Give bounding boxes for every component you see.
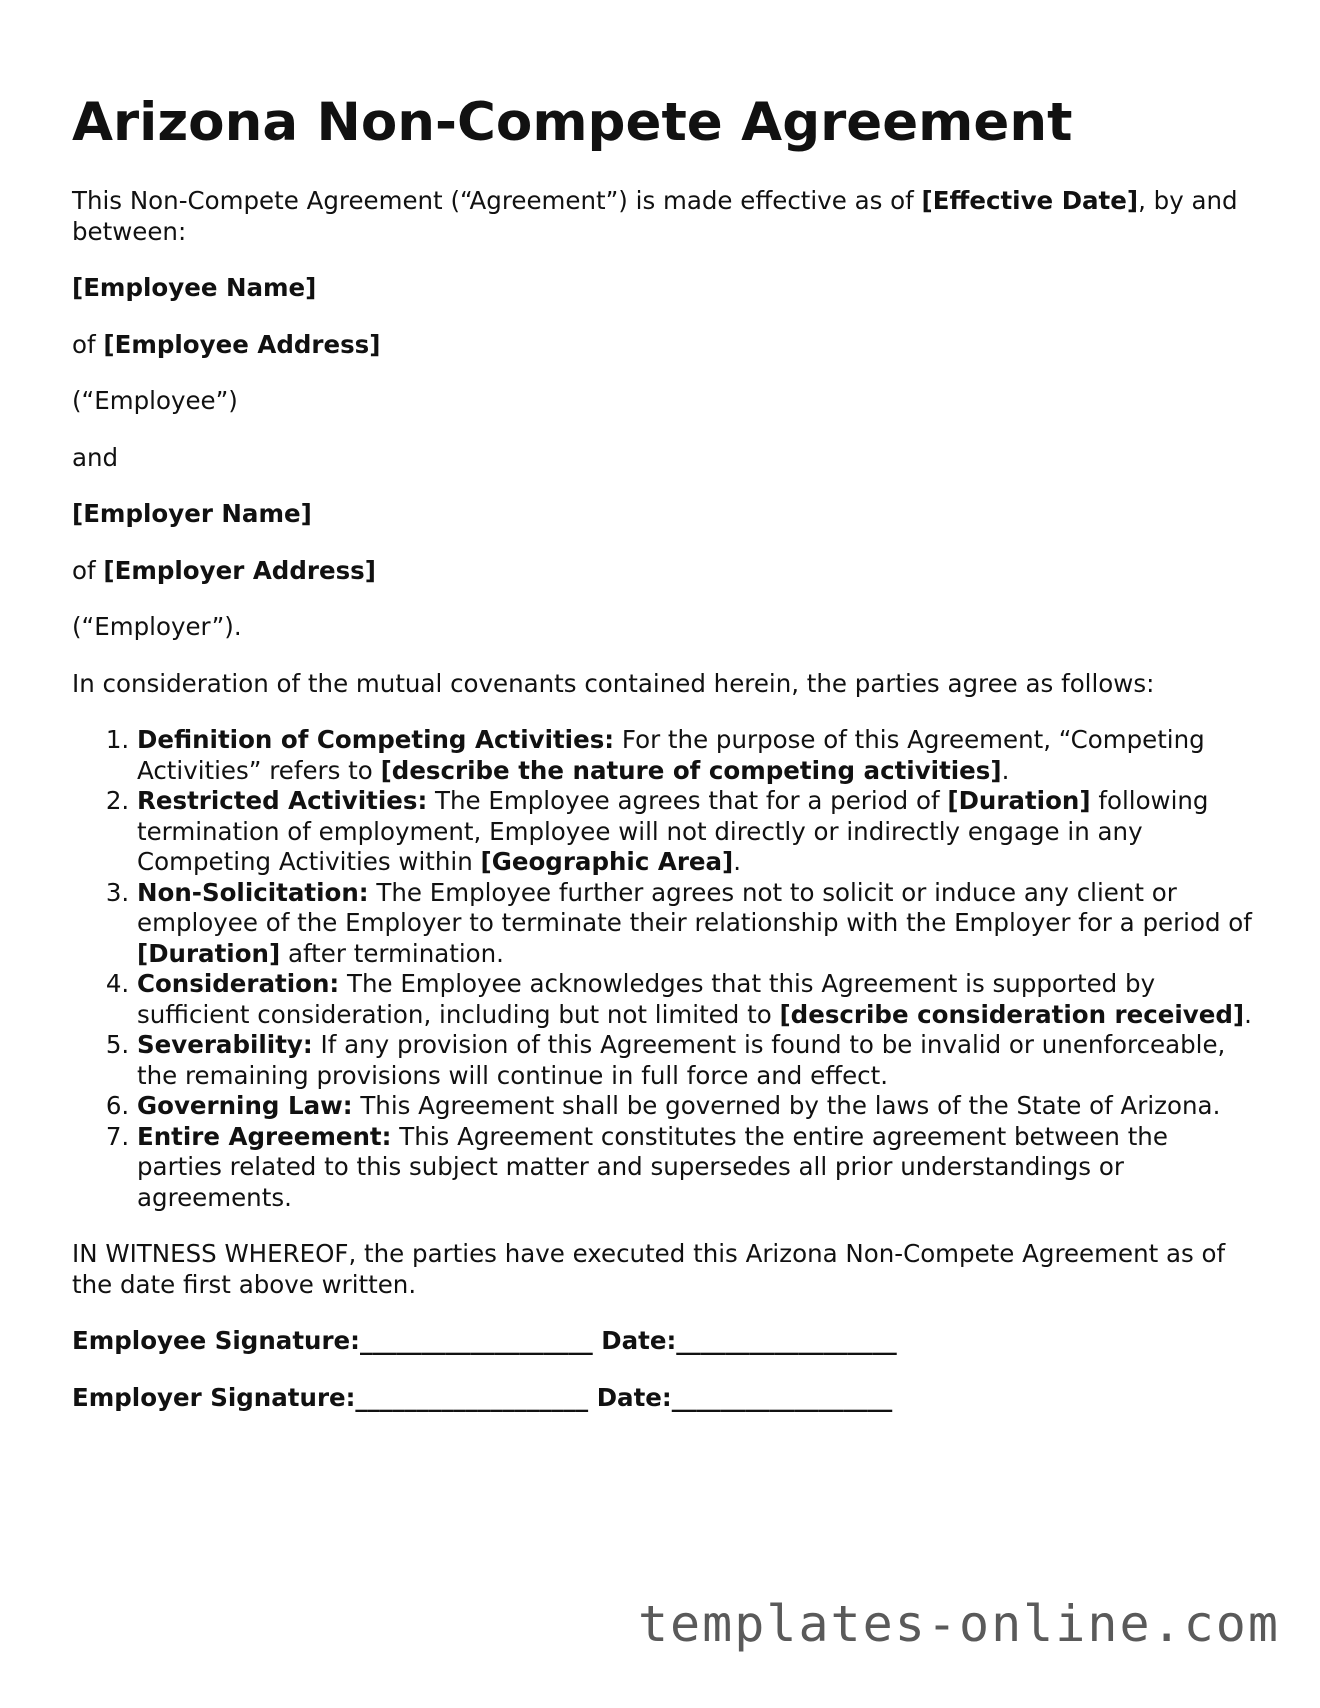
term-item-severability [137,1030,1252,1091]
term-text: after termination. [280,938,504,968]
employer-signature-line [72,1383,1252,1414]
conjunction-line: and [72,442,119,472]
term-item-definition [137,725,1252,786]
term-text: The Employee further agrees not to solicit or induce any client or employee of the Employer to terminate their relationship with the Employer for a period of [137,877,1252,937]
term-text: For the purpose of this Agreement, “Competing Activities” refers to [137,725,1205,785]
term-heading: Consideration: [137,969,340,998]
term-placeholder: [describe consideration received] [779,999,1245,1029]
term-text: . [1244,999,1252,1029]
employee-address-line [72,330,1252,361]
term-item-restricted [137,786,1252,878]
employee-signature-line [72,1326,1252,1357]
term-heading: Governing Law: [137,1091,353,1120]
term-heading: Entire Agreement: [137,1121,392,1151]
term-text: following termination of employment, Employee will not directly or indirectly engage in any Competing Activities within [137,786,1209,876]
employer-address-line [72,556,1252,587]
terms-list [72,725,1252,1213]
term-item-non-solicitation [137,878,1252,970]
term-heading: Definition of Competing Activities: [137,725,615,754]
intro-paragraph [72,186,1252,247]
employer-address-placeholder: [Employer Address] [103,555,376,585]
employee-date-field[interactable]: Date:__________________ [601,1326,897,1355]
employer-name-line [72,499,1252,530]
employee-address-placeholder: [Employee Address] [103,329,381,359]
document-title: Arizona Non-Compete Agreement [72,92,1073,153]
employer-signature-field[interactable]: Employer Signature:___________________ [72,1382,589,1412]
intro-text-before: This Non-Compete Agreement (“Agreement”) is made effective as of [72,186,922,215]
term-placeholder: [Geographic Area] [480,847,734,876]
term-text: This Agreement shall be governed by the laws of the State of Arizona. [352,1091,1221,1120]
document-body [72,186,1252,1439]
intro-text-after: , by and between: [72,186,1238,246]
term-text: The Employee agrees that for a period of [427,786,948,815]
term-heading: Restricted Activities: [137,786,428,815]
term-item-governing-law [137,1091,1252,1122]
witness-paragraph: IN WITNESS WHEREOF, the parties have executed this Arizona Non-Compete Agreement as of the date first above written. [72,1239,1226,1299]
employer-name-placeholder: [Employer Name] [72,499,312,528]
employer-date-field[interactable]: Date:__________________ [596,1382,893,1412]
term-text: . [733,847,742,876]
term-heading: Non-Solicitation: [137,877,369,907]
term-text: . [1001,755,1010,785]
term-heading: Severability: [137,1030,313,1059]
effective-date-placeholder: [Effective Date] [921,186,1139,215]
term-item-entire-agreement [137,1122,1252,1214]
term-text: The Employee acknowledges that this Agreement is supported by sufficient consideration, including but not limited to [137,969,1156,1029]
consideration-intro: In consideration of the mutual covenants contained herein, the parties agree as follows: [72,668,1155,698]
term-placeholder: [Duration] [947,786,1091,815]
employee-name-line [72,273,1252,304]
term-text: If any provision of this Agreement is found to be invalid or unenforceable, the remaining provisions will continue in full force and effect. [137,1030,1226,1090]
employee-name-placeholder: [Employee Name] [72,273,317,302]
employer-of-prefix: of [72,555,104,585]
employee-role-label: (“Employee”) [72,386,238,415]
term-text: This Agreement constitutes the entire agreement between the parties related to this subject matter and supersedes all prior understandings or agreements. [137,1121,1168,1212]
watermark-text: templates-online.com [637,1595,1280,1653]
employee-of-prefix: of [72,329,104,359]
employer-role-label: (“Employer”). [72,612,242,641]
employee-signature-field[interactable]: Employee Signature:___________________ [72,1326,593,1355]
term-placeholder: [Duration] [137,938,281,968]
term-placeholder: [describe the nature of competing activities] [380,755,1002,785]
term-item-consideration [137,969,1252,1030]
